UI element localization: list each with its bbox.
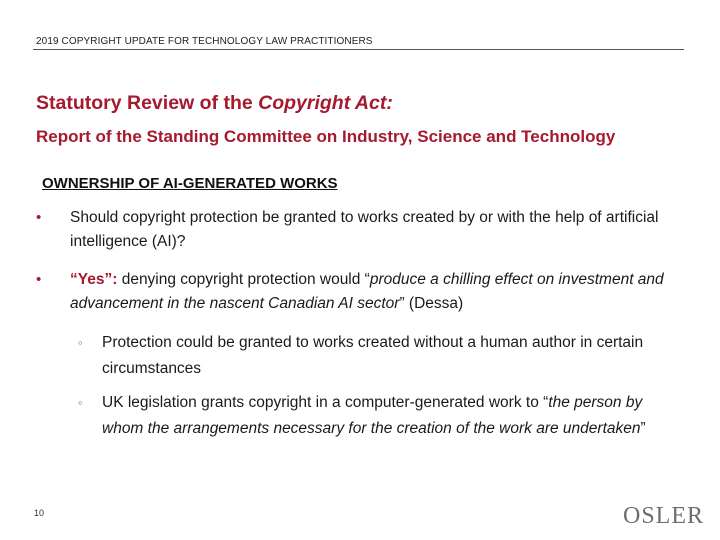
slide-subtitle: Report of the Standing Committee on Industry, Science and Technology <box>36 127 616 146</box>
sub-bullet-item <box>78 330 678 382</box>
bullet-marker: • <box>36 209 42 226</box>
bullet-text: Should copyright protection be granted to works created by or with the help of artificial intelligence (AI)? <box>70 209 659 250</box>
bullet-item <box>36 206 676 254</box>
sub-bullet-text-before: UK legislation grants copyright in a computer-generated work to “ <box>102 394 549 411</box>
bullet-text-after: ” (Dessa) <box>399 295 464 312</box>
sub-bullet-text: Protection could be granted to works created without a human author in certain circumstances <box>102 334 644 377</box>
sub-bullet-text <box>102 390 678 442</box>
sub-bullet-emphasis: the person by whom the arrangements necessary for the creation of the work are undertaken <box>102 394 643 437</box>
bullet-item <box>36 268 676 316</box>
bullet-lead: “Yes”: <box>70 271 118 288</box>
osler-logo: OSLER <box>622 503 704 529</box>
sub-bullet-marker: ◦ <box>78 335 83 350</box>
slide-title-prefix: Statutory Review of the <box>36 92 259 114</box>
bullet-emphasis: produce a chilling effect on investment and advancement in the nascent Canadian AI sector <box>70 271 664 312</box>
bullet-text-before: denying copyright protection would “ <box>117 271 370 288</box>
slide-title <box>36 92 393 115</box>
bullet-marker: • <box>36 271 42 288</box>
page-number: 10 <box>34 508 45 518</box>
sub-bullet-text-after: ” <box>640 420 646 437</box>
section-heading: OWNERSHIP OF AI-GENERATED WORKS <box>42 175 338 192</box>
bullet-text <box>70 268 676 316</box>
slide-title-italic: Copyright Act: <box>258 92 393 114</box>
slide-header: 2019 COPYRIGHT UPDATE FOR TECHNOLOGY LAW PRACTITIONERS <box>36 36 373 47</box>
header-divider <box>33 49 684 50</box>
sub-bullet-item <box>78 390 678 442</box>
sub-bullet-marker: ◦ <box>78 395 83 410</box>
